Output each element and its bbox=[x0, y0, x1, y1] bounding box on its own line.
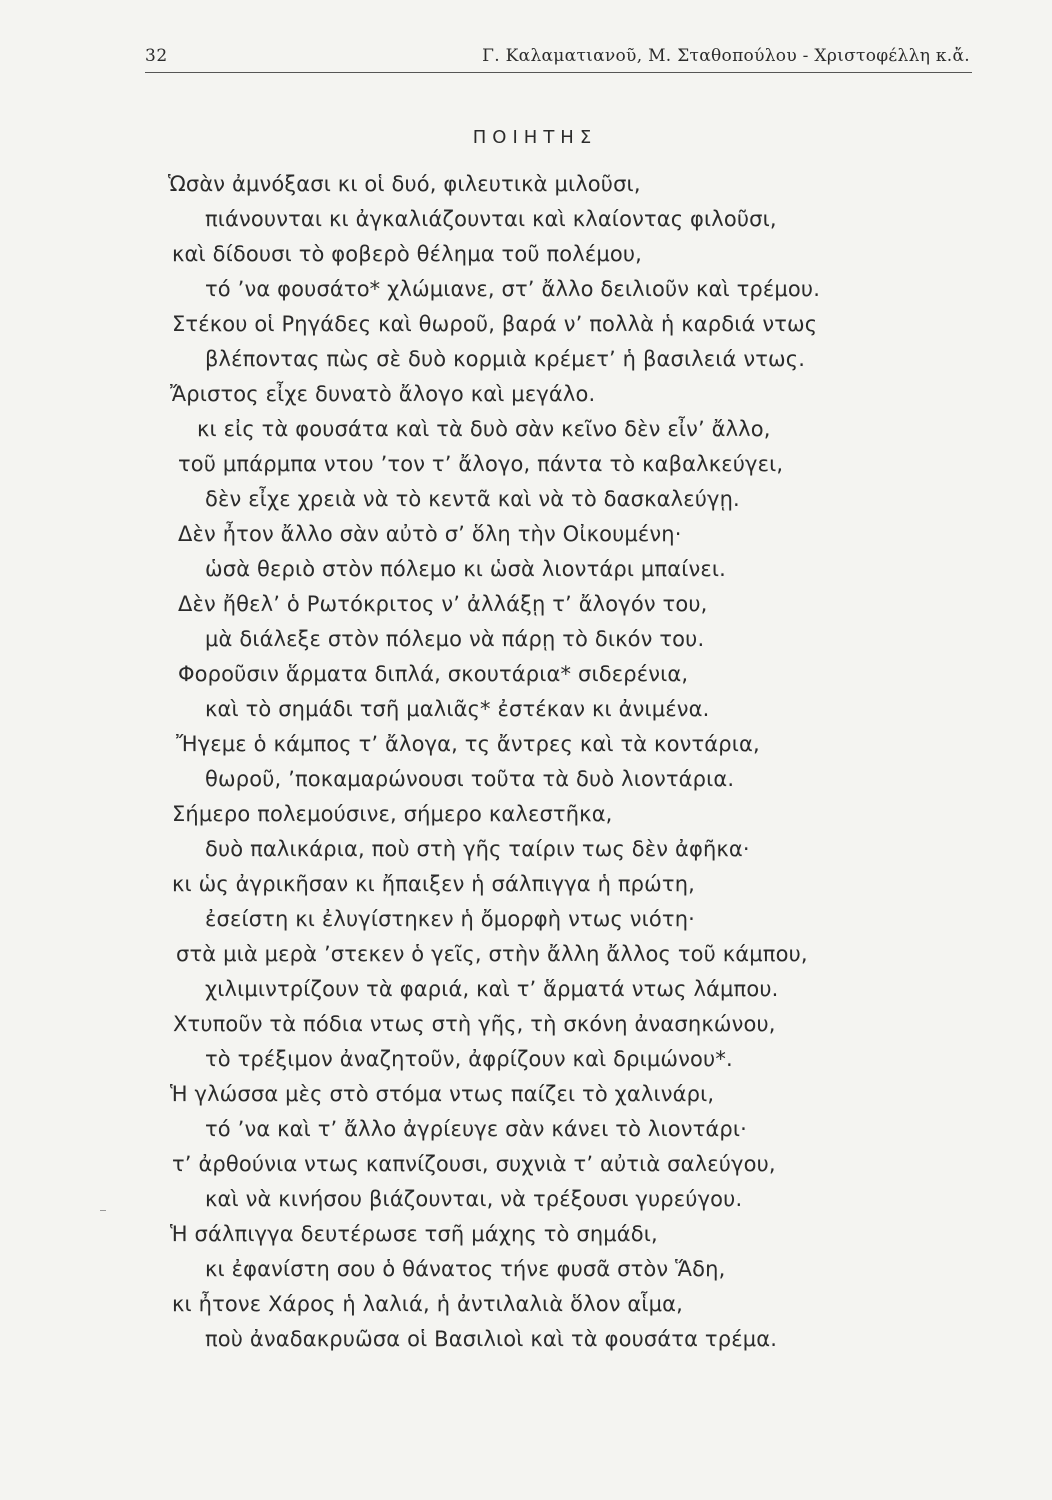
poem-line: τʼ ἀρθούνια ντως καπνίζουσι, συχνιὰ τʼ αὐτιὰ σαλεύγου, bbox=[172, 1152, 776, 1176]
poem-line: τοῦ μπάρμπα ντου ʼτον τʼ ἄλογο, πάντα τὸ καβαλκεύγει, bbox=[178, 452, 784, 476]
poem-line: βλέποντας πὼς σὲ δυὸ κορμιὰ κρέμετʼ ἡ βασιλειά ντως. bbox=[205, 347, 806, 371]
poem-line: Χτυποῦν τὰ πόδια ντως στὴ γῆς, τὴ σκόνη ἀνασηκώνου, bbox=[173, 1012, 776, 1036]
page-number: 32 bbox=[145, 46, 168, 66]
poem-line: καὶ τὸ σημάδι τσῆ μαλιᾶς* ἐστέκαν κι ἀνιμένα. bbox=[205, 697, 710, 721]
poem-line: κι ὡς ἀγρικῆσαν κι ἤπαιξεν ἡ σάλπιγγα ἡ πρώτη, bbox=[172, 872, 695, 896]
poem-line: χιλιμιντρίζουν τὰ φαριά, καὶ τʼ ἅρματά ντως λάμπου. bbox=[205, 977, 779, 1001]
poem-line: Ἄριστος εἶχε δυνατὸ ἄλογο καὶ μεγάλο. bbox=[170, 382, 596, 406]
poem-line: κι εἰς τὰ φουσάτα καὶ τὰ δυὸ σὰν κεῖνο δὲν εἶνʼ ἄλλο, bbox=[197, 417, 771, 441]
poem-line: Σήμερο πολεμούσινε, σήμερο καλεστῆκα, bbox=[172, 802, 613, 826]
poem-line: τό ʼνα καὶ τʼ ἄλλο ἀγρίευγε σὰν κάνει τὸ λιοντάρι· bbox=[205, 1117, 747, 1141]
poem-line: καὶ δίδουσι τὸ φοβερὸ θέλημα τοῦ πολέμου, bbox=[172, 242, 642, 266]
poem-line: Ὡσὰν ἀμνόξασι κι οἱ δυό, φιλευτικὰ μιλοῦσι, bbox=[168, 172, 641, 196]
poem-line: δὲν εἶχε χρειὰ νὰ τὸ κεντᾶ καὶ νὰ τὸ δασκαλεύγῃ. bbox=[205, 487, 740, 511]
poem-line: καὶ νὰ κινήσου βιάζουνται, νὰ τρέξουσι γυρεύγου. bbox=[205, 1187, 743, 1211]
poem-line: Φοροῦσιν ἅρματα διπλά, σκουτάρια* σιδερένια, bbox=[178, 662, 689, 686]
poem-line: Στέκου οἱ Ρηγάδες καὶ θωροῦ, βαρά νʼ πολλὰ ἡ καρδιά ντως bbox=[172, 312, 818, 336]
running-title: Γ. Καλαματιανοῦ, Μ. Σταθοπούλου - Χριστοφέλλη κ.ἄ. bbox=[482, 46, 970, 66]
poem-line: στὰ μιὰ μερὰ ʼστεκεν ὁ γεῖς, στὴν ἄλλη ἄλλος τοῦ κάμπου, bbox=[176, 942, 808, 966]
scan-mark bbox=[100, 1210, 106, 1211]
poem-line: Δὲν ἦτον ἄλλο σὰν αὐτὸ σʼ ὅλη τὴν Οἰκουμένη· bbox=[178, 522, 682, 546]
poem-line: κι ἦτονε Χάρος ἡ λαλιά, ἡ ἀντιλαλιὰ ὅλον αἷμα, bbox=[172, 1292, 683, 1316]
poem-line: μὰ διάλεξε στὸν πόλεμο νὰ πάρῃ τὸ δικόν του. bbox=[205, 627, 705, 651]
header-rule bbox=[145, 72, 972, 73]
poem-line: πιάνουνται κι ἀγκαλιάζουνται καὶ κλαίοντας φιλοῦσι, bbox=[205, 207, 777, 231]
poem-line: Ἡ σάλπιγγα δευτέρωσε τσῆ μάχης τὸ σημάδι, bbox=[170, 1222, 658, 1246]
poem-line: Δὲν ἤθελʼ ὁ Ρωτόκριτος νʼ ἀλλάξῃ τʼ ἄλογόν του, bbox=[178, 592, 708, 616]
poem-line: θωροῦ, ʼποκαμαρώνουσι τοῦτα τὰ δυὸ λιοντάρια. bbox=[205, 767, 735, 791]
poem-line: ἐσείστη κι ἐλυγίστηκεν ἡ ὄμορφὴ ντως νιότη· bbox=[205, 907, 696, 931]
poem-line: Ἤγεμε ὁ κάμπος τʼ ἄλογα, τς ἄντρες καὶ τὰ κοντάρια, bbox=[176, 732, 760, 756]
section-title: ΠΟΙΗΤΗΣ bbox=[472, 127, 598, 148]
poem-line: ὡσὰ θεριὸ στὸν πόλεμο κι ὡσὰ λιοντάρι μπαίνει. bbox=[205, 557, 726, 581]
poem-line: δυὸ παλικάρια, ποὺ στὴ γῆς ταίριν τως δὲν ἀφῆκα· bbox=[205, 837, 750, 861]
poem-line: κι ἐφανίστη σου ὁ θάνατος τήνε φυσᾶ στὸν Ἅδη, bbox=[205, 1257, 726, 1281]
poem-line: Ἡ γλώσσα μὲς στὸ στόμα ντως παίζει τὸ χαλινάρι, bbox=[170, 1082, 715, 1106]
poem-line: τό ʼνα φουσάτο* χλώμιανε, στʼ ἄλλο δειλιοῦν καὶ τρέμου. bbox=[205, 277, 821, 301]
poem-line: τὸ τρέξιμον ἀναζητοῦν, ἀφρίζουν καὶ δριμώνου*. bbox=[205, 1047, 733, 1071]
poem-line: ποὺ ἀναδακρυῶσα οἱ Βασιλιοὶ καὶ τὰ φουσάτα τρέμα. bbox=[205, 1327, 778, 1351]
